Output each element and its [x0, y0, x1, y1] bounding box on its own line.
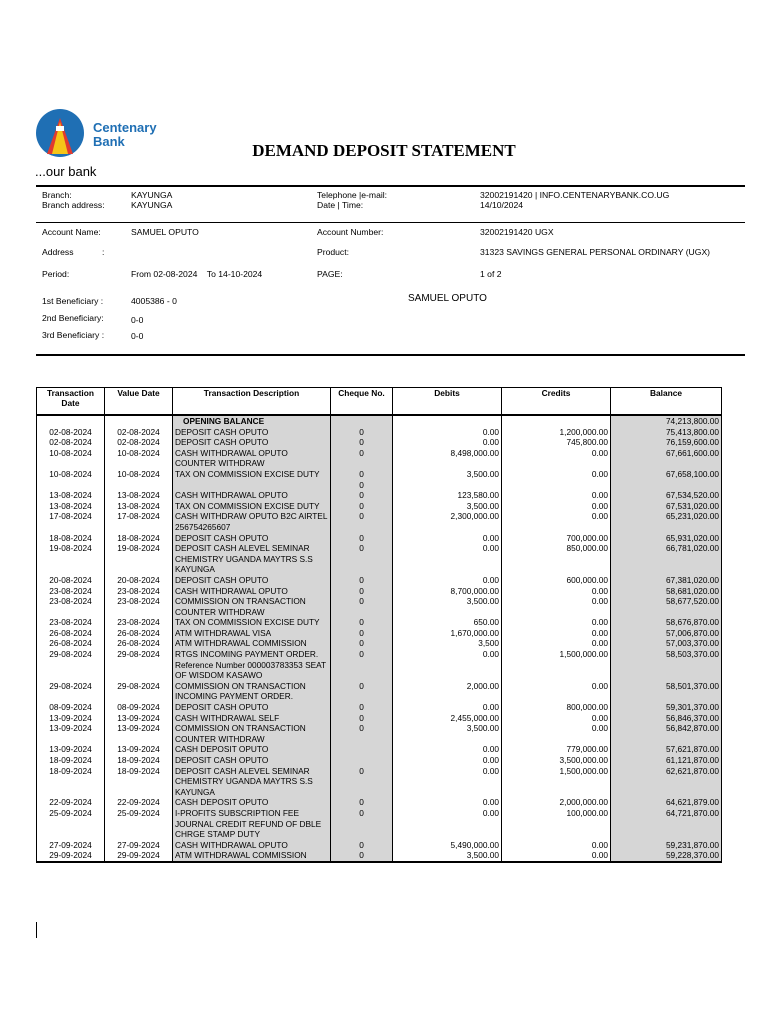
date-value: 14/10/2024 — [480, 200, 524, 210]
brand-name-line1: Centenary — [93, 120, 157, 135]
cell-description: ATM WITHDRAWAL COMMISSION — [173, 850, 331, 862]
cell-debit: 3,500.00 — [393, 850, 502, 862]
cell-transaction-date: 23-08-2024 — [37, 617, 105, 628]
branch-value: KAYUNGA — [131, 190, 173, 200]
cell-description: DEPOSIT CASH OPUTO — [173, 575, 331, 586]
cell-debit: 123,580.00 — [393, 490, 502, 501]
cell-credit: 779,000.00 — [502, 744, 611, 755]
cell-transaction-date: 02-08-2024 — [37, 427, 105, 438]
cell-transaction-date: 10-08-2024 — [37, 469, 105, 490]
cell-credit: 1,500,000.00 — [502, 766, 611, 798]
table-row — [37, 437, 722, 448]
cell-cheque-no: 0 — [331, 437, 393, 448]
branch-label: Branch: — [42, 190, 72, 200]
table-row — [37, 543, 722, 575]
table-row — [37, 681, 722, 702]
cell-cheque-no: 0 — [331, 766, 393, 798]
cell-cheque-no: 0 — [331, 797, 393, 808]
cell-value-date: 18-09-2024 — [105, 766, 173, 798]
table-row — [37, 617, 722, 628]
opening-balance-value: 74,213,800.00 — [611, 415, 722, 427]
cell-description: ATM WITHDRAWAL VISA — [173, 628, 331, 639]
account-number-label: Account Number: — [317, 227, 384, 237]
cell-balance: 56,846,370.00 — [611, 713, 722, 724]
cell-description: DEPOSIT CASH OPUTO — [173, 702, 331, 713]
branch-address-value: KAYUNGA — [131, 200, 173, 210]
cell-description: COMMISSION ON TRANSACTION COUNTER WITHDRAW — [173, 723, 331, 744]
cell-description: DEPOSIT CASH OPUTO — [173, 755, 331, 766]
cell-transaction-date: 10-08-2024 — [37, 448, 105, 469]
table-row — [37, 850, 722, 862]
cell-value-date: 23-08-2024 — [105, 617, 173, 628]
cell-transaction-date: 13-09-2024 — [37, 713, 105, 724]
cell-value-date: 02-08-2024 — [105, 427, 173, 438]
cell-balance: 64,721,870.00 — [611, 808, 722, 840]
cell-cheque-no: 0 — [331, 617, 393, 628]
cell-credit: 800,000.00 — [502, 702, 611, 713]
telephone-label: Telephone |e-mail: — [317, 190, 388, 200]
cell-debit: 8,700,000.00 — [393, 586, 502, 597]
cell-transaction-date: 18-09-2024 — [37, 766, 105, 798]
cell-cheque-no: 0 — [331, 448, 393, 469]
cell-cheque-no: 0 — [331, 840, 393, 851]
cell-credit: 0.00 — [502, 850, 611, 862]
cell-value-date: 29-08-2024 — [105, 681, 173, 702]
cell-cheque-no: 0 — [331, 723, 393, 744]
cell-value-date: 23-08-2024 — [105, 586, 173, 597]
cell-transaction-date: 13-09-2024 — [37, 744, 105, 755]
cell-transaction-date: 29-09-2024 — [37, 850, 105, 862]
cell-balance: 65,931,020.00 — [611, 533, 722, 544]
header-divider-bottom — [36, 354, 745, 356]
table-row — [37, 766, 722, 798]
header-divider-middle — [36, 222, 745, 223]
cell-description: DEPOSIT CASH OPUTO — [173, 427, 331, 438]
cell-value-date: 26-08-2024 — [105, 628, 173, 639]
cell-credit: 0.00 — [502, 723, 611, 744]
cell-cheque-no: 0 — [331, 427, 393, 438]
cell-balance: 61,121,870.00 — [611, 755, 722, 766]
product-label: Product: — [317, 247, 350, 257]
cell-value-date: 18-08-2024 — [105, 533, 173, 544]
cell-balance: 57,621,870.00 — [611, 744, 722, 755]
cell-balance: 58,503,370.00 — [611, 649, 722, 681]
table-row — [37, 427, 722, 438]
date-label: Date | Time: — [317, 200, 364, 210]
cell-debit: 0.00 — [393, 808, 502, 840]
cell-description: ATM WITHDRAWAL COMMISSION — [173, 638, 331, 649]
cell-value-date: 18-09-2024 — [105, 755, 173, 766]
cell-debit: 3,500.00 — [393, 596, 502, 617]
table-row — [37, 797, 722, 808]
cell-description: I-PROFITS SUBSCRIPTION FEE JOURNAL CREDIT REFUND OF DBLE CHRGE STAMP DUTY — [173, 808, 331, 840]
cell-credit: 0.00 — [502, 469, 611, 490]
cell-balance: 58,677,520.00 — [611, 596, 722, 617]
beneficiary3-value: 0-0 — [131, 331, 144, 341]
cell-transaction-date: 27-09-2024 — [37, 840, 105, 851]
cell-description: TAX ON COMMISSION EXCISE DUTY — [173, 469, 331, 490]
cell-credit: 3,500,000.00 — [502, 755, 611, 766]
cell-cheque-no: 0 — [331, 808, 393, 840]
cell-credit: 0.00 — [502, 586, 611, 597]
cell-debit: 0.00 — [393, 437, 502, 448]
table-row — [37, 469, 722, 490]
beneficiary1-value: 4005386 - 0 — [131, 296, 177, 306]
cell-description: DEPOSIT CASH OPUTO — [173, 533, 331, 544]
cell-debit: 0.00 — [393, 649, 502, 681]
table-header-row — [37, 388, 722, 416]
cell-cheque-no: 0 — [331, 850, 393, 862]
cell-debit: 3,500.00 — [393, 501, 502, 512]
cell-credit: 0.00 — [502, 596, 611, 617]
table-row — [37, 808, 722, 840]
table-row — [37, 649, 722, 681]
cell-balance: 59,301,370.00 — [611, 702, 722, 713]
table-row — [37, 638, 722, 649]
cell-debit: 2,455,000.00 — [393, 713, 502, 724]
cell-credit: 0.00 — [502, 490, 611, 501]
cell-value-date: 13-09-2024 — [105, 713, 173, 724]
header-divider-top — [36, 185, 745, 187]
cell-debit: 0.00 — [393, 744, 502, 755]
cell-description: DEPOSIT CASH ALEVEL SEMINAR CHEMISTRY UGANDA MAYTRS S.S KAYUNGA — [173, 766, 331, 798]
cell-balance: 64,621,879.00 — [611, 797, 722, 808]
cell-debit: 0.00 — [393, 702, 502, 713]
cell-description: CASH WITHDRAWAL OPUTO — [173, 586, 331, 597]
cell-cheque-no: 0 — [331, 543, 393, 575]
cell-balance: 67,661,600.00 — [611, 448, 722, 469]
cell-description: CASH WITHDRAWAL OPUTO — [173, 840, 331, 851]
header-balance: Balance — [611, 388, 722, 416]
cell-transaction-date: 25-09-2024 — [37, 808, 105, 840]
cell-credit: 745,800.00 — [502, 437, 611, 448]
account-name-value: SAMUEL OPUTO — [131, 227, 199, 237]
cell-debit: 1,670,000.00 — [393, 628, 502, 639]
cell-credit: 0.00 — [502, 840, 611, 851]
cell-cheque-no: 0 — [331, 638, 393, 649]
header-transaction-description: Transaction Description — [173, 388, 331, 416]
statement-title: DEMAND DEPOSIT STATEMENT — [252, 141, 516, 160]
cell-description: RTGS INCOMING PAYMENT ORDER. Reference Number 000003783353 SEAT OF WISDOM KASAWO — [173, 649, 331, 681]
cell-description: CASH WITHDRAWAL SELF — [173, 713, 331, 724]
account-number-value: 32002191420 UGX — [480, 227, 554, 237]
cell-transaction-date: 20-08-2024 — [37, 575, 105, 586]
cell-cheque-no: 0 — [331, 575, 393, 586]
transactions-table — [36, 387, 722, 863]
cell-value-date: 19-08-2024 — [105, 543, 173, 575]
cell-debit: 0.00 — [393, 797, 502, 808]
cell-credit: 1,500,000.00 — [502, 649, 611, 681]
beneficiary1-label: 1st Beneficiary : — [42, 296, 104, 306]
cell-balance: 58,676,870.00 — [611, 617, 722, 628]
cell-transaction-date: 13-09-2024 — [37, 723, 105, 744]
cell-value-date: 27-09-2024 — [105, 840, 173, 851]
cell-cheque-no: 0 — [331, 533, 393, 544]
table-row — [37, 840, 722, 851]
cell-description: DEPOSIT CASH OPUTO — [173, 437, 331, 448]
cell-description: CASH DEPOSIT OPUTO — [173, 797, 331, 808]
cell-balance: 58,681,020.00 — [611, 586, 722, 597]
opening-balance-label: OPENING BALANCE — [173, 415, 331, 427]
cell-transaction-date: 02-08-2024 — [37, 437, 105, 448]
cell-value-date: 29-09-2024 — [105, 850, 173, 862]
cell-balance: 67,658,100.00 — [611, 469, 722, 490]
table-row — [37, 755, 722, 766]
cell-value-date: 13-08-2024 — [105, 501, 173, 512]
cell-cheque-no: 0 — [331, 713, 393, 724]
cell-transaction-date: 18-08-2024 — [37, 533, 105, 544]
cell-value-date: 08-09-2024 — [105, 702, 173, 713]
cell-cheque-no: 0 — [331, 628, 393, 639]
cell-balance: 67,381,020.00 — [611, 575, 722, 586]
period-label: Period: — [42, 269, 70, 279]
telephone-value: 32002191420 | INFO.CENTENARYBANK.CO.UG — [480, 190, 670, 200]
table-row — [37, 596, 722, 617]
cell-cheque-no — [331, 755, 393, 766]
cell-credit: 0.00 — [502, 501, 611, 512]
table-row — [37, 713, 722, 724]
cell-transaction-date: 18-09-2024 — [37, 755, 105, 766]
table-row — [37, 586, 722, 597]
brand-name-line2: Bank — [93, 134, 125, 149]
cell-credit: 850,000.00 — [502, 543, 611, 575]
cell-credit: 0.00 — [502, 617, 611, 628]
cell-description: COMMISSION ON TRANSACTION INCOMING PAYMENT ORDER. — [173, 681, 331, 702]
cell-balance: 75,413,800.00 — [611, 427, 722, 438]
cell-value-date: 20-08-2024 — [105, 575, 173, 586]
account-name-label: Account Name: — [42, 227, 101, 237]
cell-value-date: 23-08-2024 — [105, 596, 173, 617]
cell-debit: 650.00 — [393, 617, 502, 628]
table-row — [37, 501, 722, 512]
cell-value-date: 10-08-2024 — [105, 448, 173, 469]
cell-credit: 0.00 — [502, 448, 611, 469]
cell-debit: 8,498,000.00 — [393, 448, 502, 469]
table-row — [37, 628, 722, 639]
cell-debit: 3,500.00 — [393, 723, 502, 744]
cell-transaction-date: 26-08-2024 — [37, 628, 105, 639]
cell-description: TAX ON COMMISSION EXCISE DUTY — [173, 617, 331, 628]
table-row — [37, 744, 722, 755]
cell-balance: 67,531,020.00 — [611, 501, 722, 512]
table-row — [37, 511, 722, 532]
cell-description: CASH WITHDRAW OPUTO B2C AIRTEL 256754265607 — [173, 511, 331, 532]
cell-credit: 100,000.00 — [502, 808, 611, 840]
branch-address-label: Branch address: — [42, 200, 105, 210]
header-credits: Credits — [502, 388, 611, 416]
cell-balance: 58,501,370.00 — [611, 681, 722, 702]
cell-debit: 3,500.00 — [393, 469, 502, 490]
cell-balance: 57,006,870.00 — [611, 628, 722, 639]
cell-transaction-date: 26-08-2024 — [37, 638, 105, 649]
cell-debit: 0.00 — [393, 533, 502, 544]
opening-balance-row — [37, 415, 722, 427]
cell-balance: 59,228,370.00 — [611, 850, 722, 862]
cell-credit: 2,000,000.00 — [502, 797, 611, 808]
cell-debit: 0.00 — [393, 427, 502, 438]
cell-value-date: 13-09-2024 — [105, 723, 173, 744]
cell-balance: 62,621,870.00 — [611, 766, 722, 798]
cell-transaction-date: 29-08-2024 — [37, 681, 105, 702]
cell-transaction-date: 13-08-2024 — [37, 490, 105, 501]
table-row — [37, 490, 722, 501]
beneficiary2-label: 2nd Beneficiary: — [42, 313, 104, 323]
cell-balance: 67,534,520.00 — [611, 490, 722, 501]
cell-value-date: 10-08-2024 — [105, 469, 173, 490]
cell-debit: 2,300,000.00 — [393, 511, 502, 532]
cell-balance: 57,003,370.00 — [611, 638, 722, 649]
cell-debit: 5,490,000.00 — [393, 840, 502, 851]
cell-balance: 66,781,020.00 — [611, 543, 722, 575]
cell-transaction-date: 29-08-2024 — [37, 649, 105, 681]
cell-cheque-no: 0 — [331, 681, 393, 702]
cell-description: CASH WITHDRAWAL OPUTO — [173, 490, 331, 501]
cell-description: TAX ON COMMISSION EXCISE DUTY — [173, 501, 331, 512]
cell-credit: 1,200,000.00 — [502, 427, 611, 438]
table-row — [37, 723, 722, 744]
beneficiary2-value: 0-0 — [131, 315, 144, 325]
page-margin-line — [36, 922, 37, 938]
cell-transaction-date: 23-08-2024 — [37, 586, 105, 597]
cell-debit: 2,000.00 — [393, 681, 502, 702]
cell-credit: 0.00 — [502, 628, 611, 639]
cell-debit: 0.00 — [393, 575, 502, 586]
table-row — [37, 575, 722, 586]
cell-credit: 600,000.00 — [502, 575, 611, 586]
cell-balance: 59,231,870.00 — [611, 840, 722, 851]
beneficiary1-name: SAMUEL OPUTO — [408, 293, 487, 304]
cell-description: DEPOSIT CASH ALEVEL SEMINAR CHEMISTRY UGANDA MAYTRS S.S KAYUNGA — [173, 543, 331, 575]
brand-tagline: ...our bank — [35, 164, 97, 179]
address-label: Address — [42, 247, 74, 257]
cell-balance: 56,842,870.00 — [611, 723, 722, 744]
cell-value-date: 29-08-2024 — [105, 649, 173, 681]
cell-cheque-no: 0 0 — [331, 469, 393, 490]
cell-cheque-no: 0 — [331, 702, 393, 713]
cell-description: CASH DEPOSIT OPUTO — [173, 744, 331, 755]
cell-cheque-no: 0 — [331, 501, 393, 512]
table-row — [37, 702, 722, 713]
cell-balance: 65,231,020.00 — [611, 511, 722, 532]
cell-cheque-no: 0 — [331, 586, 393, 597]
header-debits: Debits — [393, 388, 502, 416]
period-value: From 02-08-2024 To 14-10-2024 — [131, 269, 263, 279]
cell-balance: 76,159,600.00 — [611, 437, 722, 448]
cell-value-date: 02-08-2024 — [105, 437, 173, 448]
header-cheque-no: Cheque No. — [331, 388, 393, 416]
cell-value-date: 13-08-2024 — [105, 490, 173, 501]
cell-transaction-date: 08-09-2024 — [37, 702, 105, 713]
cell-value-date: 22-09-2024 — [105, 797, 173, 808]
cell-transaction-date: 19-08-2024 — [37, 543, 105, 575]
cell-cheque-no: 0 — [331, 649, 393, 681]
address-colon: : — [102, 247, 105, 257]
header-value-date: Value Date — [105, 388, 173, 416]
cell-cheque-no: 0 — [331, 596, 393, 617]
cell-credit: 0.00 — [502, 638, 611, 649]
cell-credit: 700,000.00 — [502, 533, 611, 544]
cell-debit: 0.00 — [393, 755, 502, 766]
cell-value-date: 17-08-2024 — [105, 511, 173, 532]
cell-cheque-no — [331, 744, 393, 755]
beneficiary3-label: 3rd Beneficiary : — [42, 330, 105, 340]
page-label: PAGE: — [317, 269, 343, 279]
cell-transaction-date: 13-08-2024 — [37, 501, 105, 512]
cell-transaction-date: 17-08-2024 — [37, 511, 105, 532]
cell-debit: 0.00 — [393, 766, 502, 798]
cell-credit: 0.00 — [502, 713, 611, 724]
table-row — [37, 448, 722, 469]
cell-description: CASH WITHDRAWAL OPUTO COUNTER WITHDRAW — [173, 448, 331, 469]
cell-credit: 0.00 — [502, 511, 611, 532]
cell-description: COMMISSION ON TRANSACTION COUNTER WITHDRAW — [173, 596, 331, 617]
cell-transaction-date: 23-08-2024 — [37, 596, 105, 617]
cell-value-date: 26-08-2024 — [105, 638, 173, 649]
cell-credit: 0.00 — [502, 681, 611, 702]
cell-debit: 3,500 — [393, 638, 502, 649]
cell-value-date: 25-09-2024 — [105, 808, 173, 840]
header-transaction-date: Transaction Date — [37, 388, 105, 416]
cell-cheque-no: 0 — [331, 511, 393, 532]
cell-debit: 0.00 — [393, 543, 502, 575]
page-value: 1 of 2 — [480, 269, 502, 279]
cell-cheque-no: 0 — [331, 490, 393, 501]
cell-transaction-date: 22-09-2024 — [37, 797, 105, 808]
cell-value-date: 13-09-2024 — [105, 744, 173, 755]
table-row — [37, 533, 722, 544]
product-value: 31323 SAVINGS GENERAL PERSONAL ORDINARY (UGX) — [480, 247, 711, 257]
